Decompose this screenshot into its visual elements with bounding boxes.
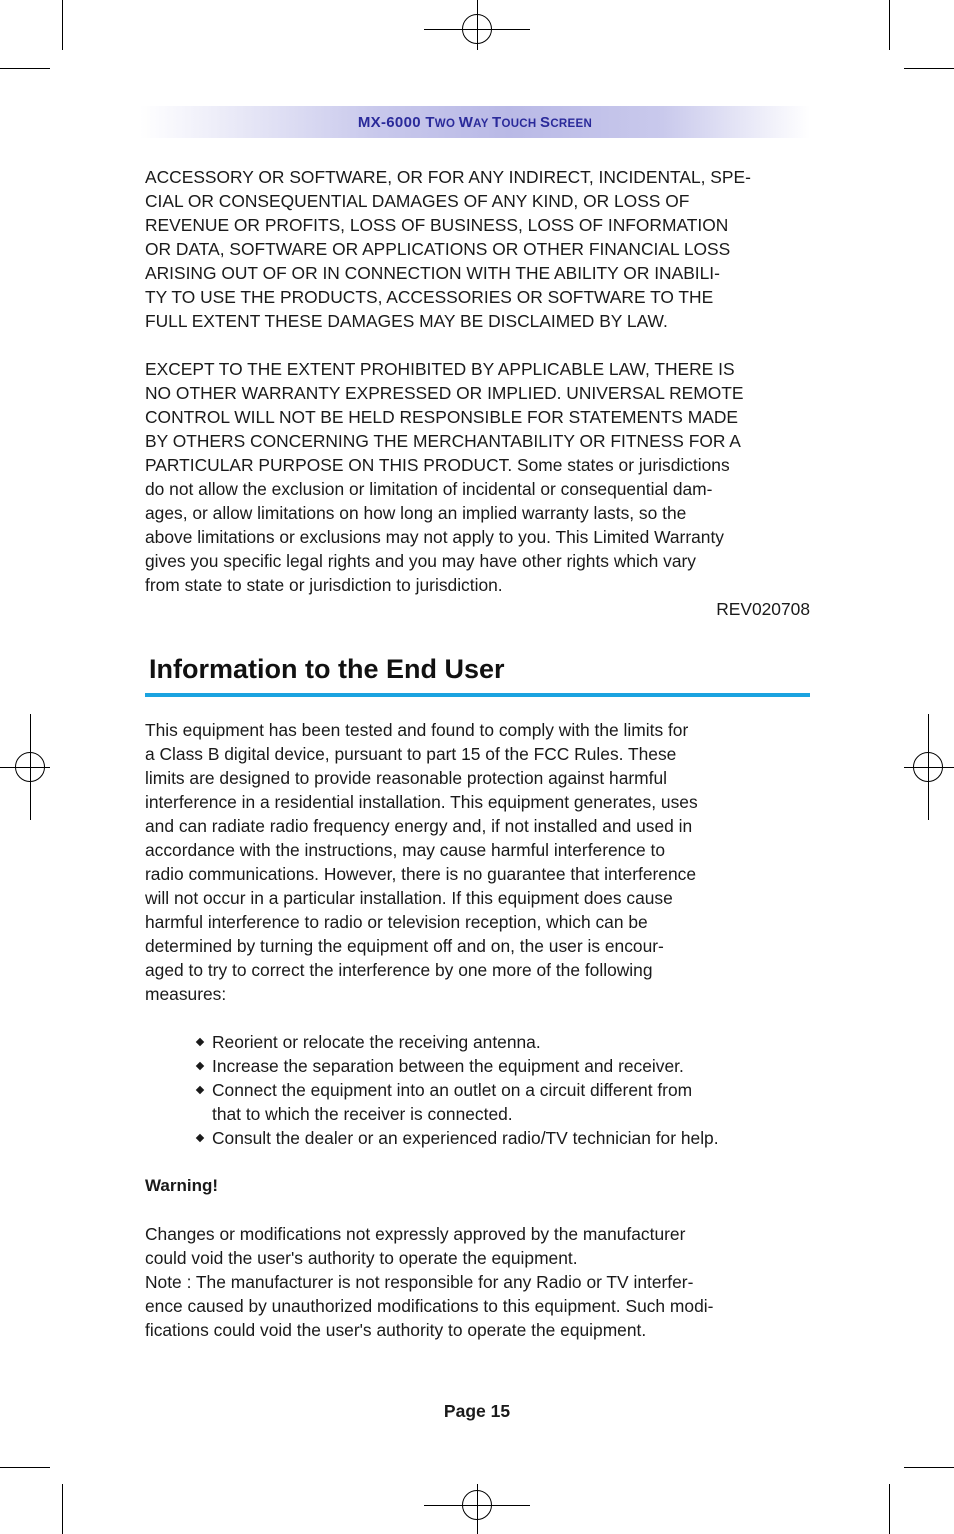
header-title-cap: S [540,113,551,131]
measures-list [145,1030,810,1150]
header-title-rest: AY [473,117,492,130]
section-title-rule [145,693,810,697]
list-item [197,1126,810,1150]
header-title-cap: W [458,113,474,131]
spacer [145,1198,810,1222]
crop-mark [889,1484,890,1534]
list-item [197,1030,810,1054]
header-title-cap: T [491,113,502,131]
crop-mark [0,68,50,69]
list-item [197,1078,810,1126]
crop-mark [62,0,63,50]
header-title-prefix: MX-6000 [357,113,426,131]
diamond-bullet-icon [196,1038,204,1046]
section-title: Information to the End User [149,654,505,684]
warning-heading: Warning! [145,1176,219,1195]
crop-mark [0,1467,50,1468]
header-title-rest: WO [434,117,459,130]
header-title-rest: OUCH [501,117,541,130]
header-title-rest: CREEN [550,117,593,130]
diamond-bullet-icon [196,1134,204,1142]
spacer [145,1150,810,1174]
list-item-text: Reorient or relocate the receiving antenna. [212,1032,541,1052]
fcc-intro-paragraph: This equipment has been tested and found to comply with the limits for a Class B digital device, pursuant to part 15 of the FCC Rules. These limits are designed to provide reasonable protection against harmful interference in a residential installation. This equipment generates, uses and can radiate radio frequency energy and, if not installed and used in accordance with the instructions, may cause harmful interference to radio communications. However, there is no guarantee that interference will not occur in a particular installation. If this equipment does cause harmful interference to radio or television reception, which can be determined by turning the equipment off and on, the user is encour- aged to try to correct the interference by one more of the following measures: [145,720,698,1004]
diamond-bullet-icon [196,1062,204,1070]
header-title [358,114,592,131]
crop-mark [62,1484,63,1534]
revision-code: REV020708 [716,599,810,619]
registration-circle [15,752,45,782]
diamond-bullet-icon [196,1086,204,1094]
crop-mark [904,1467,954,1468]
list-item-text: Consult the dealer or an experienced radio/TV technician for help. [212,1128,719,1148]
spacer [145,333,810,357]
warranty-paragraph: EXCEPT TO THE EXTENT PROHIBITED BY APPLICABLE LAW, THERE IS NO OTHER WARRANTY EXPRESSED OR IMPLIED. UNIVERSAL REMOTE CONTROL WILL NOT BE HELD RESPONSIBLE FOR STATEMENTS MADE BY OTHERS CONCERNING THE MERCHANTABILITY OR FITNESS FOR A PARTICULAR PURPOSE ON THIS PRODUCT. Some states or jurisdictions do not allow the exclusion or limitation of incidental or consequential dam- ages, or allow limitations on how long an implied warranty lasts, so the above limitations or exclusions may not apply to you. This Limited Warranty gives you specific legal rights and you may have other rights which vary from state to state or jurisdiction to jurisdiction. [145,359,744,595]
spacer [145,1006,810,1030]
registration-circle [913,752,943,782]
crop-mark [889,0,890,50]
disclaimer-paragraph: ACCESSORY OR SOFTWARE, OR FOR ANY INDIRECT, INCIDENTAL, SPE- CIAL OR CONSEQUENTIAL DAMAGES OF ANY KIND, OR LOSS OF REVENUE OR PROFITS, LOSS OF BUSINESS, LOSS OF INFORMATION OR DATA, SOFTWARE OR APPLICATIONS OR OTHER FINANCIAL LOSS ARISING OUT OF OR IN CONNECTION WITH THE ABILITY OR INABILI- TY TO USE THE PRODUCTS, ACCESSORIES OR SOFTWARE TO THE FULL EXTENT THESE DAMAGES MAY BE DISCLAIMED BY LAW. [145,167,751,331]
page-number: Page 15 [443,1401,511,1421]
header-title-cap: T [425,113,435,131]
crop-mark [904,68,954,69]
page-content [145,165,810,1342]
list-item-text: Connect the equipment into an outlet on a circuit different from that to which the receiver is connected. [212,1080,693,1124]
registration-circle [462,14,492,44]
registration-circle [462,1490,492,1520]
list-item [197,1054,810,1078]
warning-paragraph: Changes or modifications not expressly approved by the manufacturer could void the user's authority to operate the equipment. Note : The manufacturer is not responsible for any Radio or TV interfer- ence caused by unauthorized modifications to this equipment. Such modi- fications could void the user's authority to operate the equipment. [145,1224,714,1340]
list-item-text: Increase the separation between the equipment and receiver. [212,1056,684,1076]
header-bar [140,106,810,138]
